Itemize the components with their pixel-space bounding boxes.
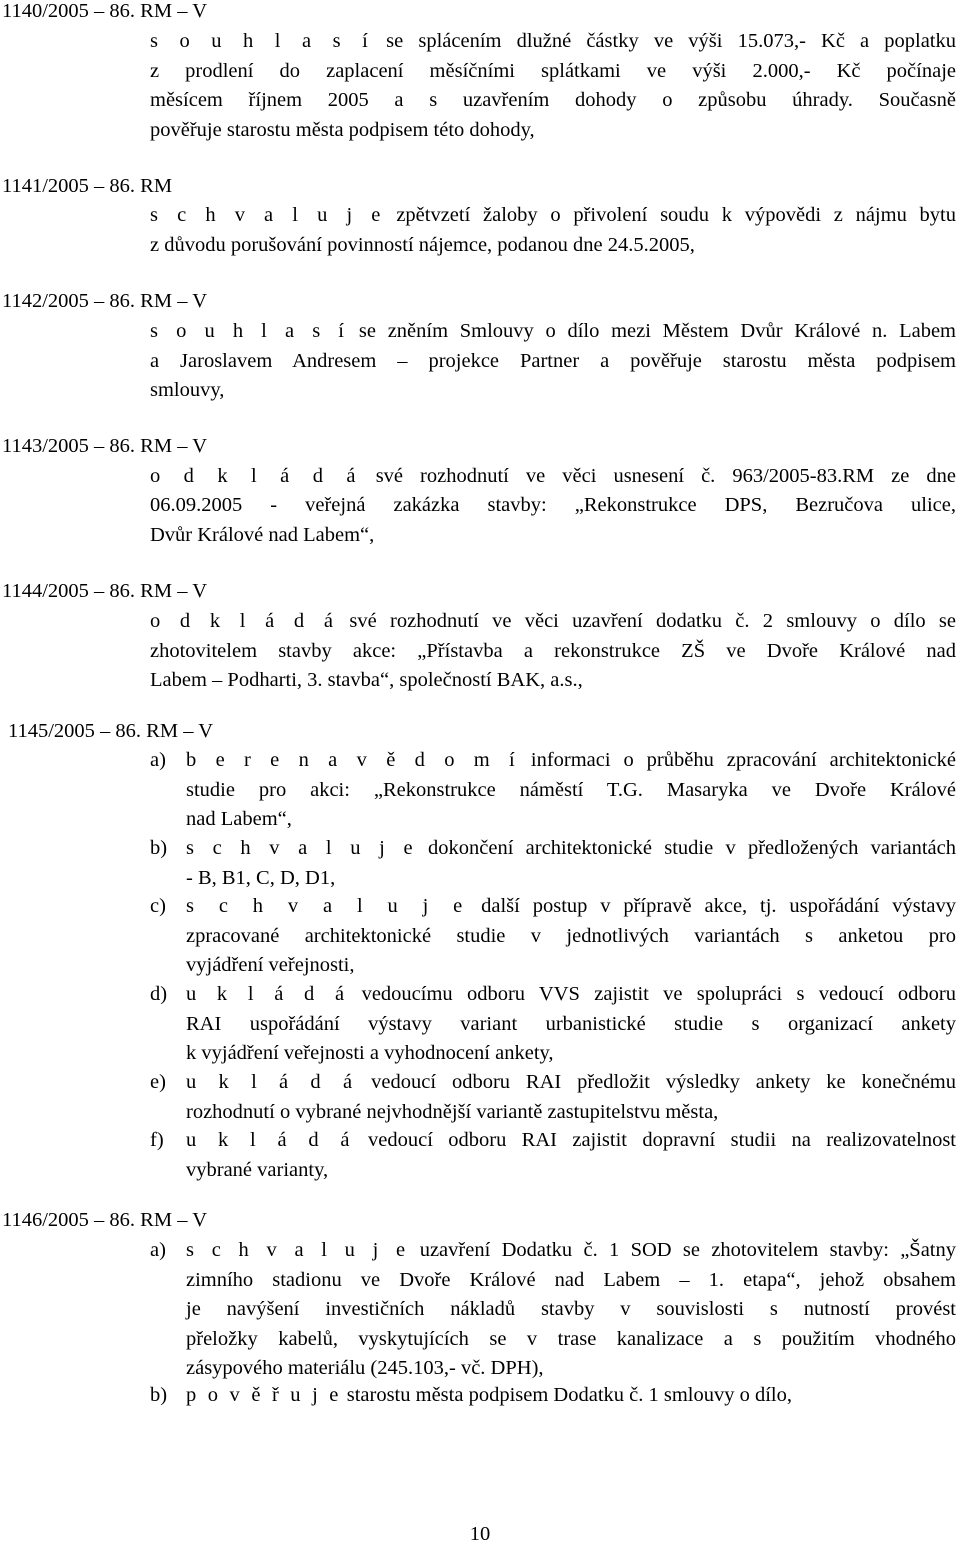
item-text — [186, 1068, 956, 1127]
text-line: o d k l á d á své rozhodnutí ve věci uzavření dodatku č. 2 smlouvy o dílo se — [150, 610, 956, 632]
text-line: u k l á d á vedoucí odboru RAI zajistit dopravní studii na realizovatelnost — [186, 1129, 956, 1151]
keyword: s c h v a l u j e — [186, 837, 416, 859]
resolution-header: 1141/2005 – 86. RM — [2, 175, 173, 197]
text-line: měsícem říjnem 2005 a s uzavřením dohody o způsobu úhrady. Současně — [150, 89, 956, 111]
text-line: zásypového materiálu (245.103,- vč. DPH), — [186, 1357, 544, 1379]
item-text — [186, 1236, 956, 1384]
item-label: a) — [150, 1239, 166, 1261]
keyword: u k l á d á — [186, 1071, 356, 1093]
resolution-header: 1140/2005 – 86. RM – V — [2, 0, 208, 22]
keyword: u k l á d á — [186, 1129, 353, 1151]
text-line: - B, B1, C, D, D1, — [186, 866, 336, 889]
text-line: s o u h l a s í se zněním Smlouvy o dílo mezi Městem Dvůr Králové n. Labem — [150, 320, 956, 342]
text-line: přeložky kabelů, vyskytujících se v trase kanalizace a s použitím vhodného — [186, 1327, 956, 1350]
text-line: zpracované architektonické studie v jednotlivých variantách s anketou pro — [186, 924, 956, 947]
item-text — [186, 1381, 956, 1411]
resolution-header: 1142/2005 – 86. RM – V — [2, 290, 208, 312]
keyword: s c h v a l u j e — [186, 1239, 409, 1261]
text-line: s c h v a l u j e dokončení architektonické studie v předložených variantách — [186, 837, 956, 859]
text-line: 06.09.2005 - veřejná zakázka stavby: „Rekonstrukce DPS, Bezručova ulice, — [150, 494, 956, 516]
text-line: a Jaroslavem Andresem – projekce Partner a pověřuje starostu města podpisem — [150, 349, 956, 372]
text-line: smlouvy, — [150, 379, 225, 401]
text-line: s c h v a l u j e další postup v přípravě akce, tj. uspořádání výstavy — [186, 895, 956, 917]
resolution-body-cont — [150, 491, 956, 550]
text-line: nad Labem“, — [186, 808, 292, 830]
text-line: s o u h l a s í se splácením dlužné částky ve výši 15.073,- Kč a poplatku — [150, 30, 957, 52]
item-label: f) — [150, 1129, 164, 1151]
resolution-body — [150, 317, 956, 406]
text-line: vybrané varianty, — [186, 1158, 329, 1181]
item-text — [186, 892, 956, 981]
keyword: o d k l á d á — [150, 465, 359, 487]
text-line: rozhodnutí o vybrané nejvhodnější variantě zastupitelstvu města, — [186, 1100, 719, 1123]
text-line: zhotovitelem stavby akce: „Přístavba a rekonstrukce ZŠ ve Dvoře Králové nad — [150, 639, 956, 662]
resolution-header: 1145/2005 – 86. RM – V — [8, 720, 214, 742]
text-line: u k l á d á vedoucí odboru RAI předložit výsledky ankety ke konečnému — [186, 1071, 957, 1093]
text-line: pověřuje starostu města podpisem této dohody, — [150, 118, 535, 141]
keyword: p o v ě ř u j e — [186, 1384, 342, 1406]
text-line: p o v ě ř u j e starostu města podpisem Dodatku č. 1 smlouvy o dílo, — [186, 1384, 792, 1406]
keyword: s c h v a l u j e — [150, 204, 384, 226]
text-line: k vyjádření veřejnosti a vyhodnocení ankety, — [186, 1042, 554, 1064]
item-label: a) — [150, 749, 166, 771]
text-line: Dvůr Králové nad Labem“, — [150, 523, 375, 546]
keyword: s o u h l a s í — [150, 30, 372, 52]
item-text — [186, 834, 956, 893]
text-line: s c h v a l u j e zpětvzetí žaloby o přivolení soudu k výpovědi z nájmu bytu — [150, 204, 956, 226]
text-line: vyjádření veřejnosti, — [186, 954, 355, 976]
item-label: e) — [150, 1071, 166, 1093]
text-line: u k l á d á vedoucímu odboru VVS zajistit ve spolupráci s vedoucí odboru — [186, 983, 957, 1005]
keyword: u k l á d á — [186, 983, 348, 1005]
resolution-body — [150, 462, 956, 492]
page-number: 10 — [469, 1523, 491, 1545]
item-text — [186, 1126, 956, 1185]
keyword: b e r e n a v ě d o m í — [186, 749, 518, 771]
item-text — [186, 980, 956, 1069]
text-line: s c h v a l u j e uzavření Dodatku č. 1 SOD se zhotovitelem stavby: „Šatny — [186, 1239, 957, 1261]
text-line: b e r e n a v ě d o m í informaci o průběhu zpracování architektonické — [186, 749, 956, 771]
item-label: b) — [150, 837, 168, 859]
item-label: c) — [150, 895, 166, 917]
resolution-header: 1146/2005 – 86. RM – V — [2, 1209, 208, 1231]
text-line: zimního stadionu ve Dvoře Králové nad Labem – 1. etapa“, jehož obsahem — [186, 1268, 956, 1291]
resolution-body — [150, 27, 956, 145]
keyword: o d k l á d á — [150, 610, 337, 632]
resolution-body — [150, 201, 956, 260]
item-text — [186, 746, 956, 835]
text-line: studie pro akci: „Rekonstrukce náměstí T.G. Masaryka ve Dvoře Králové — [186, 778, 956, 801]
item-label: b) — [150, 1384, 168, 1406]
text-line: z důvodu porušování povinností nájemce, podanou dne 24.5.2005, — [150, 233, 695, 256]
text-line: o d k l á d á své rozhodnutí ve věci usnesení č. 963/2005-83.RM ze dne — [150, 465, 956, 487]
text-line: RAI uspořádání výstavy variant urbanistické studie s organizací ankety — [186, 1012, 956, 1035]
resolution-body — [150, 607, 956, 696]
text-line: je navýšení investičních nákladů stavby v souvislosti s nutností provést — [186, 1298, 956, 1320]
item-label: d) — [150, 983, 168, 1005]
keyword: s c h v a l u j e — [186, 895, 469, 917]
resolution-header: 1143/2005 – 86. RM – V — [2, 435, 208, 457]
keyword: s o u h l a s í — [150, 320, 348, 342]
resolution-header: 1144/2005 – 86. RM – V — [2, 580, 208, 602]
text-line: z prodlení do zaplacení měsíčními splátkami ve výši 2.000,- Kč počínaje — [150, 59, 956, 82]
text-line: Labem – Podharti, 3. stavba“, společností BAK, a.s., — [150, 669, 583, 691]
